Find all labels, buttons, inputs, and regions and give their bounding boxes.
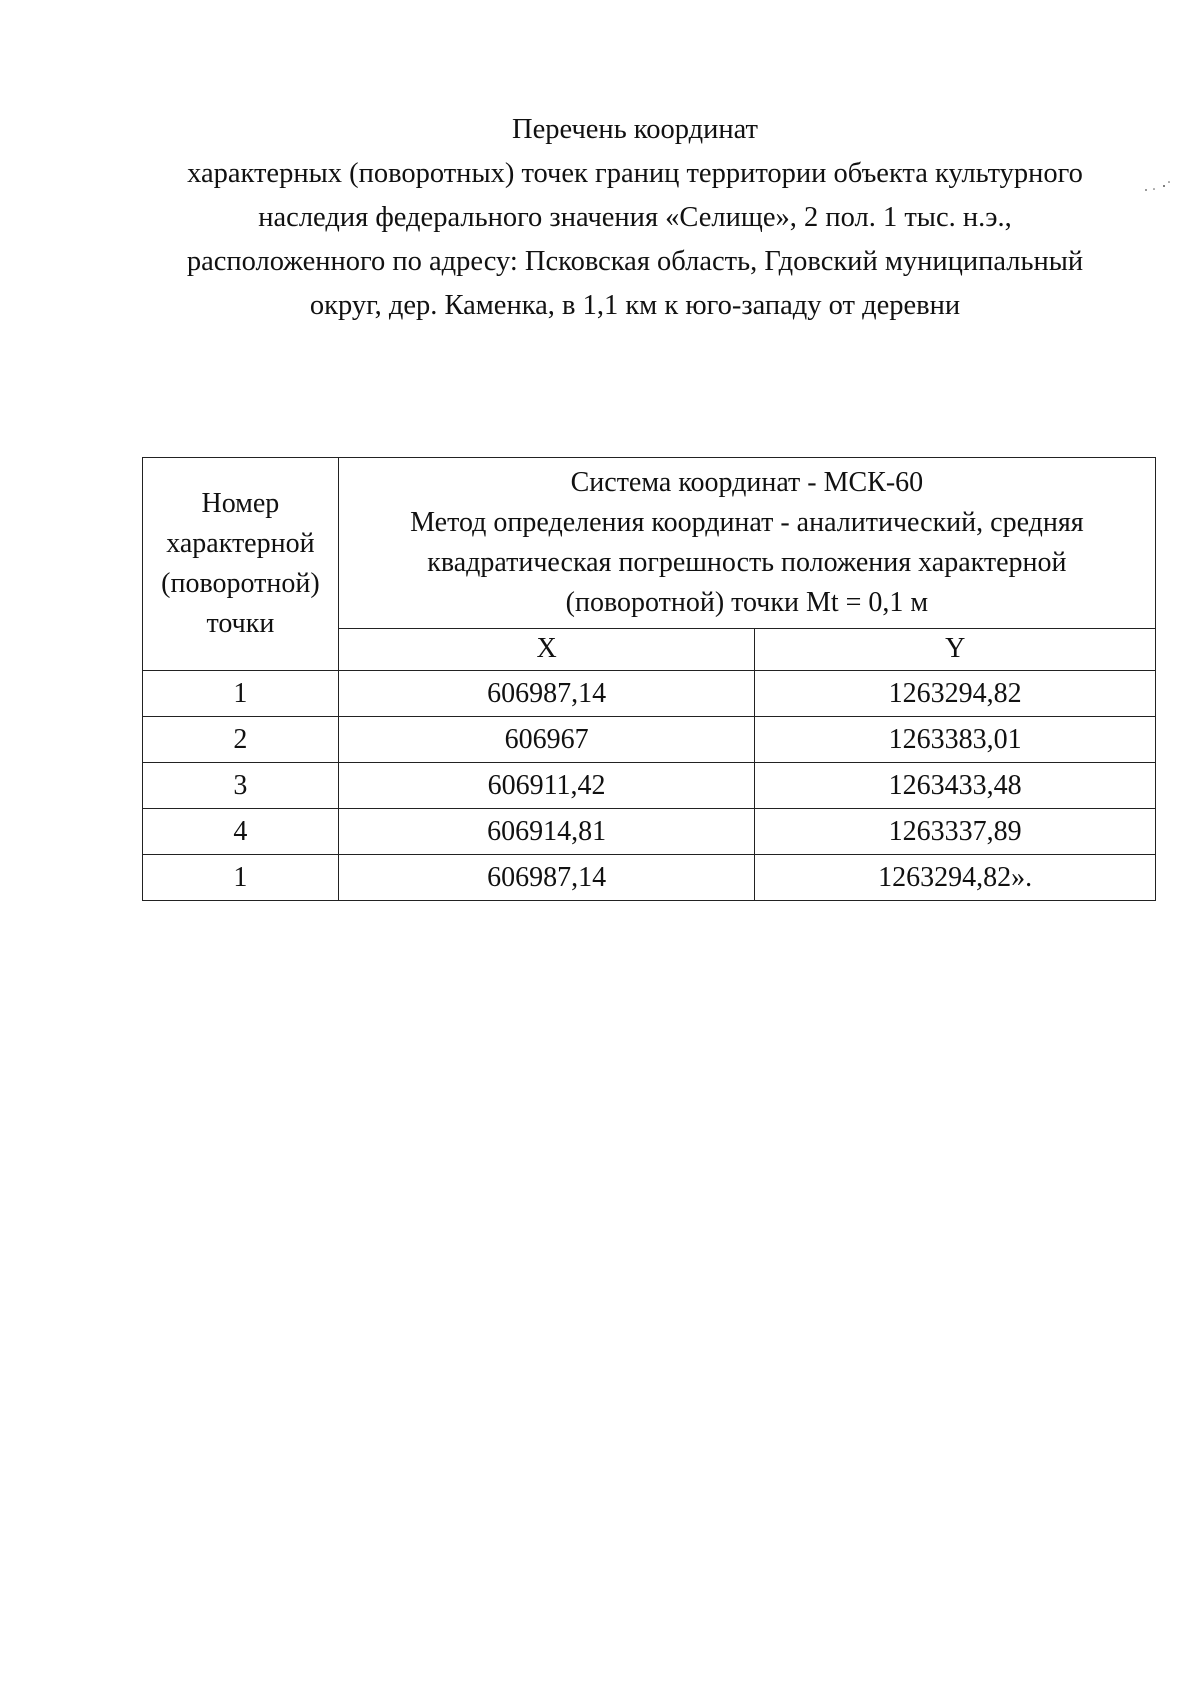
point-number-header [143, 458, 339, 671]
y-coordinate-cell: 1263433,48 [755, 763, 1156, 809]
point-number-cell: 3 [143, 763, 339, 809]
title-line: расположенного по адресу: Псковская область, Гдовский муниципальный [186, 246, 1084, 277]
table-row [143, 763, 1156, 809]
scan-speck-marks [1142, 176, 1172, 196]
y-coordinate-cell: 1263337,89 [755, 809, 1156, 855]
x-column-header: X [338, 628, 755, 670]
point-number-cell: 1 [143, 855, 339, 901]
y-coordinate-cell: 1263294,82 [755, 671, 1156, 717]
x-coordinate-cell: 606987,14 [338, 671, 755, 717]
title-line: наследия федерального значения «Селище», 2 пол. 1 тыс. н.э., [258, 202, 1012, 233]
x-coordinate-cell: 606967 [338, 717, 755, 763]
y-coordinate-cell: 1263294,82». [755, 855, 1156, 901]
header-line: квадратическая погрешность положения характерной [427, 546, 1067, 578]
point-number-cell: 2 [143, 717, 339, 763]
header-line: характерной [166, 528, 315, 559]
x-coordinate-cell: 606987,14 [338, 855, 755, 901]
header-line: (поворотной) [161, 568, 320, 599]
header-line: точки [206, 608, 275, 639]
point-number-cell: 1 [143, 671, 339, 717]
y-column-header: Y [755, 628, 1156, 670]
table-row [143, 809, 1156, 855]
coordinate-system-header [338, 458, 1155, 629]
title-line: Перечень координат [512, 114, 758, 145]
table-row [143, 855, 1156, 901]
table-row [143, 717, 1156, 763]
x-coordinate-cell: 606911,42 [338, 763, 755, 809]
title-line: характерных (поворотных) точек границ территории объекта культурного [187, 158, 1083, 189]
y-coordinate-cell: 1263383,01 [755, 717, 1156, 763]
table-row [143, 671, 1156, 717]
header-line: Метод определения координат - аналитический, средняя [410, 506, 1084, 538]
table-header-row [143, 458, 1156, 629]
point-number-cell: 4 [143, 809, 339, 855]
document-title [150, 108, 1120, 328]
header-line: Номер [201, 488, 280, 519]
header-line: (поворотной) точки Mt = 0,1 м [565, 586, 929, 618]
x-coordinate-cell: 606914,81 [338, 809, 755, 855]
title-line: округ, дер. Каменка, в 1,1 км к юго-западу от деревни [309, 290, 961, 321]
coordinates-table [142, 457, 1156, 901]
header-line: Система координат - МСК-60 [570, 466, 924, 498]
